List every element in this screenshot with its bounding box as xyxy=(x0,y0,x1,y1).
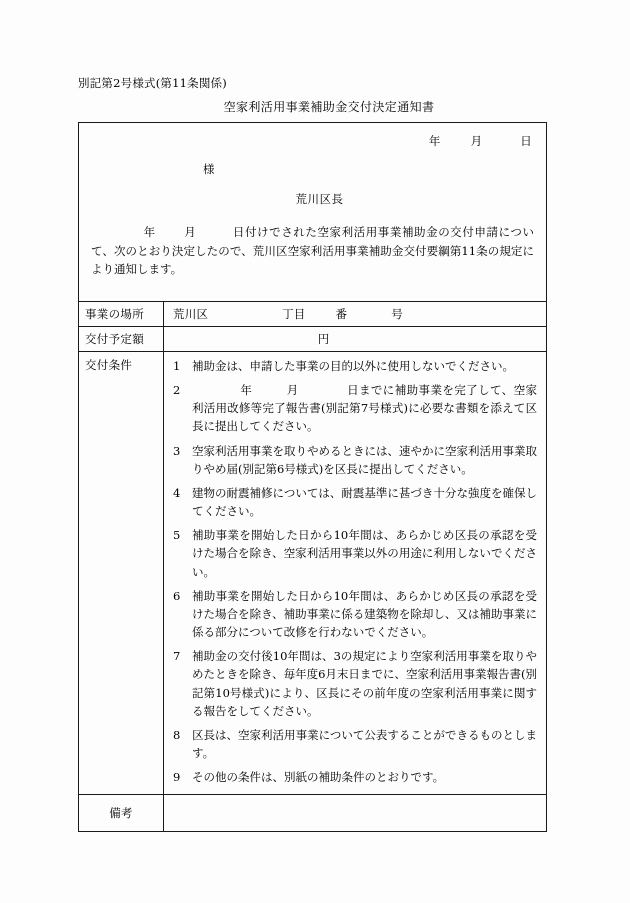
place-chome-label: 丁目 xyxy=(282,307,306,321)
completion-date-month-label: 月 xyxy=(286,383,299,398)
condition-text: 補助金の交付後10年間は、3の規定により空家利活用事業を取りやめたときを除き、毎年度6月末日までに、空家利活用事業報告書(別記第10号様式)により、区長にその前年度の空家利活用事業に関する報告をしてください。 xyxy=(192,649,537,718)
condition-item xyxy=(173,647,537,720)
amount-currency-unit: 円 xyxy=(317,332,330,346)
condition-item xyxy=(173,726,537,762)
condition-text: 区長は、空家利活用事業について公表することができるものとします。 xyxy=(192,727,537,760)
condition-text: 補助事業を開始した日から10年間は、あらかじめ区長の承認を受けた場合を除き、補助事業に係る建築物を除却し、又は補助事業に係る部分について改修を行わないでください。 xyxy=(192,588,537,640)
label-place: 事業の場所 xyxy=(79,302,164,326)
place-go-label: 号 xyxy=(391,307,403,321)
place-ward: 荒川区 xyxy=(173,307,209,321)
condition-item xyxy=(173,357,537,375)
condition-number: 1 xyxy=(173,359,181,373)
condition-number: 7 xyxy=(173,649,181,664)
condition-text: 補助事業を開始した日から10年間は、あらかじめ区長の承認を受けた場合を除き、空家利活用事業以外の用途に利用しないでください。 xyxy=(192,528,537,579)
value-remarks[interactable] xyxy=(164,795,546,831)
condition-item xyxy=(173,587,537,641)
table-row-place xyxy=(79,301,546,326)
condition-number: 5 xyxy=(173,528,181,543)
label-amount: 交付予定額 xyxy=(79,327,164,351)
condition-number: 8 xyxy=(173,727,181,742)
completion-date-year-label: 年 xyxy=(240,383,253,398)
page-title: 空家利活用事業補助金交付決定通知書 xyxy=(223,100,435,114)
condition-number: 3 xyxy=(173,443,181,458)
label-terms: 交付条件 xyxy=(79,352,164,794)
condition-item xyxy=(173,768,537,786)
value-place[interactable] xyxy=(164,302,546,326)
condition-item xyxy=(173,484,537,520)
preamble-body xyxy=(91,223,534,279)
value-terms xyxy=(164,352,546,794)
preamble-body-text: 日付けでされた空家利活用事業補助金の交付申請について、次のとおり決定したので、荒川区空家利活用事業補助金交付要綱第11条の規定により通知します。 xyxy=(91,225,534,277)
issue-date-year-label: 年 xyxy=(428,134,441,148)
application-date-year-label: 年 xyxy=(143,225,156,239)
preamble-section xyxy=(79,123,546,301)
condition-text xyxy=(192,381,537,435)
table-row-terms xyxy=(79,351,546,794)
issuer-name: 荒川区長 xyxy=(295,192,344,206)
application-date-month-label: 月 xyxy=(183,225,197,239)
condition-text-body: 日までに補助事業を完了して、空家利活用改修等完了報告書(別記第7号様式)に必要な書類を添えて区長に提出してください。 xyxy=(192,383,537,434)
condition-text: 建物の耐震補修については、耐震基準に甚づき十分な強度を確保してください。 xyxy=(192,485,537,519)
issue-date-month-label: 月 xyxy=(470,134,483,148)
condition-number: 9 xyxy=(173,770,181,785)
issue-date-line xyxy=(429,133,532,149)
form-id-label: 別記第2号様式(第11条関係) xyxy=(78,76,227,90)
condition-number: 2 xyxy=(173,383,181,398)
condition-text: 補助金は、申請した事業の目的以外に使用しないでください。 xyxy=(192,359,514,373)
value-amount[interactable] xyxy=(164,327,546,351)
condition-number: 4 xyxy=(173,485,181,500)
condition-number: 6 xyxy=(173,588,181,603)
condition-item xyxy=(173,381,537,435)
addressee-honorific: 様 xyxy=(203,162,215,176)
label-remarks: 備考 xyxy=(79,795,164,831)
issue-date-day-label: 日 xyxy=(520,134,532,148)
place-ban-label: 番 xyxy=(335,307,348,321)
condition-text: 空家利活用事業を取りやめるときには、速やかに空家利活用事業取りやめ届(別記第6号様式)を区長に提出してください。 xyxy=(192,443,537,476)
table-row-remarks xyxy=(79,794,546,831)
condition-item xyxy=(173,442,537,478)
notification-form-frame xyxy=(78,122,547,832)
condition-item xyxy=(173,526,537,580)
table-row-amount xyxy=(79,326,546,351)
condition-text: その他の条件は、別紙の補助条件のとおりです。 xyxy=(192,770,445,785)
